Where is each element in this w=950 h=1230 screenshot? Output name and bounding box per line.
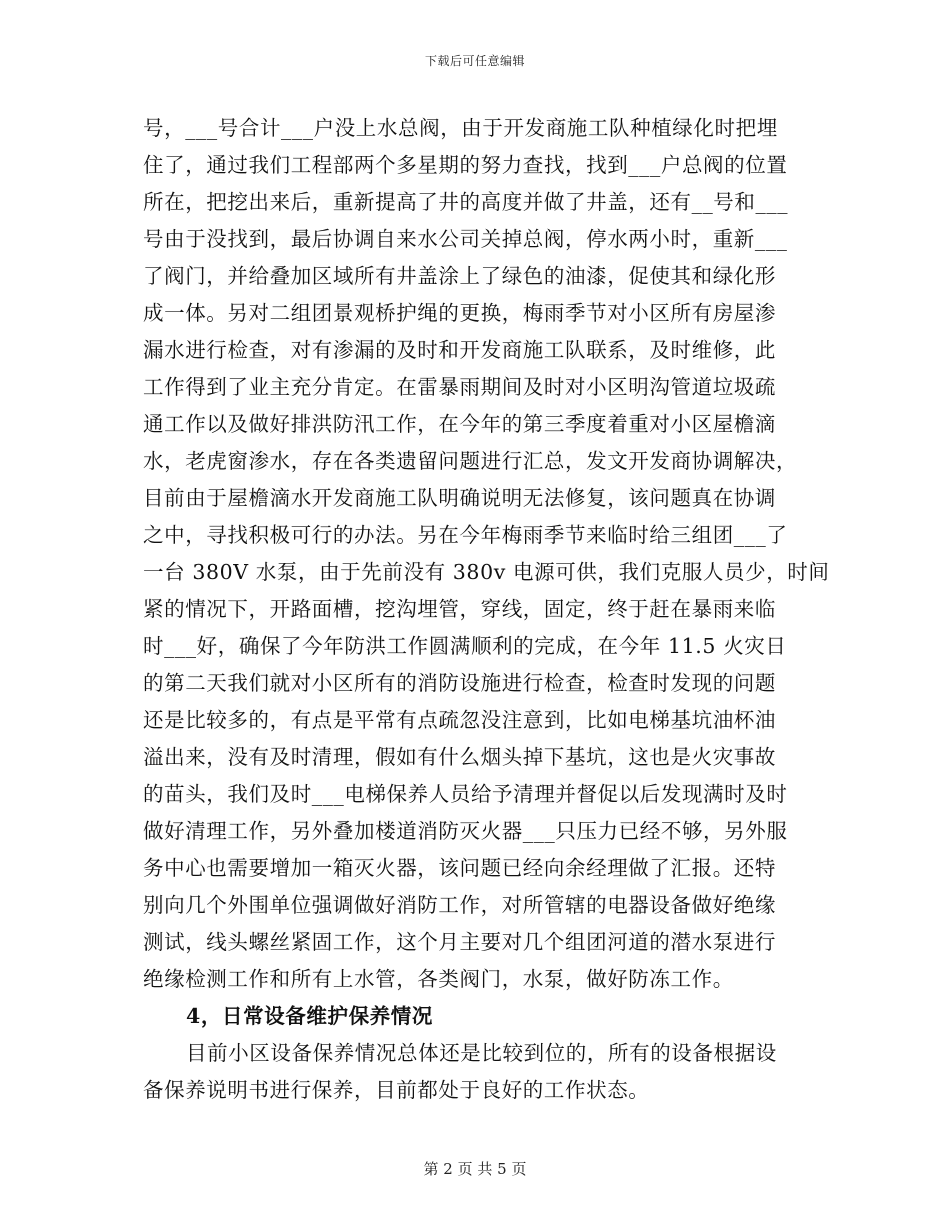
- section-heading: 4，日常设备维护保养情况: [186, 1004, 433, 1028]
- text-line: 工作得到了业主充分肯定。在雷暴雨期间及时对小区明沟管道垃圾疏: [143, 375, 776, 399]
- text-line: 务中心也需要增加一箱灭火器，该问题已经向余经理做了汇报。还特: [143, 856, 776, 880]
- text-line: 通工作以及做好排洪防汛工作，在今年的第三季度着重对小区屋檐滴: [143, 412, 776, 436]
- text-line: 之中，寻找积极可行的办法。另在今年梅雨季节来临时给三组团___了: [143, 523, 788, 547]
- text-line: 做好清理工作，另外叠加楼道消防灭火器___只压力已经不够，另外服: [143, 819, 788, 843]
- text-line: 紧的情况下，开路面槽，挖沟埋管，穿线，固定，终于赶在暴雨来临: [143, 597, 776, 621]
- section-text-line: 目前小区设备保养情况总体还是比较到位的，所有的设备根据设: [186, 1041, 777, 1065]
- text-line: 成一体。另对二组团景观桥护绳的更换，梅雨季节对小区所有房屋渗: [143, 301, 776, 325]
- text-line: 号由于没找到，最后协调自来水公司关掉总阀，停水两小时，重新___: [143, 227, 788, 251]
- text-line: 住了，通过我们工程部两个多星期的努力查找，找到___户总阀的位置: [143, 153, 788, 177]
- text-line: 测试，线头螺丝紧固工作，这个月主要对几个组团河道的潜水泵进行: [143, 930, 776, 954]
- document-body: [143, 110, 830, 1109]
- page-number: 第 2 页 共 5 页: [423, 1160, 527, 1178]
- text-line: 目前由于屋檐滴水开发商施工队明确说明无法修复，该问题真在协调: [143, 486, 776, 510]
- text-line: 还是比较多的，有点是平常有点疏忽没注意到，比如电梯基坑油杯油: [143, 708, 776, 732]
- text-line: 绝缘检测工作和所有上水管，各类阀门，水泵，做好防冻工作。: [143, 967, 734, 991]
- text-line: 的第二天我们就对小区所有的消防设施进行检查，检查时发现的问题: [143, 671, 776, 695]
- text-line: 漏水进行检查，对有渗漏的及时和开发商施工队联系，及时维修，此: [143, 338, 776, 362]
- section-text-line: 备保养说明书进行保养，目前都处于良好的工作状态。: [143, 1078, 650, 1102]
- text-line: 水，老虎窗渗水，存在各类遗留问题进行汇总，发文开发商协调解决，: [143, 449, 798, 473]
- page-header: 下载后可任意编辑: [424, 54, 525, 68]
- text-line: 号，___号合计___户没上水总阀，由于开发商施工队种植绿化时把埋: [143, 116, 778, 140]
- text-line: 溢出来，没有及时清理，假如有什么烟头掉下基坑，这也是火灾事故: [143, 745, 776, 769]
- text-line: 别向几个外围单位强调做好消防工作，对所管辖的电器设备做好绝缘: [143, 893, 776, 917]
- text-line: 所在，把挖出来后，重新提高了井的高度并做了井盖，还有__号和___: [143, 190, 789, 214]
- text-line: 时___好，确保了今年防洪工作圆满顺利的完成，在今年 11.5 火灾日: [143, 634, 787, 658]
- text-line: 的苗头，我们及时___电梯保养人员给予清理并督促以后发现满时及时: [143, 782, 788, 806]
- text-line: 了阀门，并给叠加区域所有井盖涂上了绿色的油漆，促使其和绿化形: [143, 264, 776, 288]
- text-line: 一台 380V 水泵，由于先前没有 380v 电源可供，我们克服人员少，时间: [143, 560, 830, 584]
